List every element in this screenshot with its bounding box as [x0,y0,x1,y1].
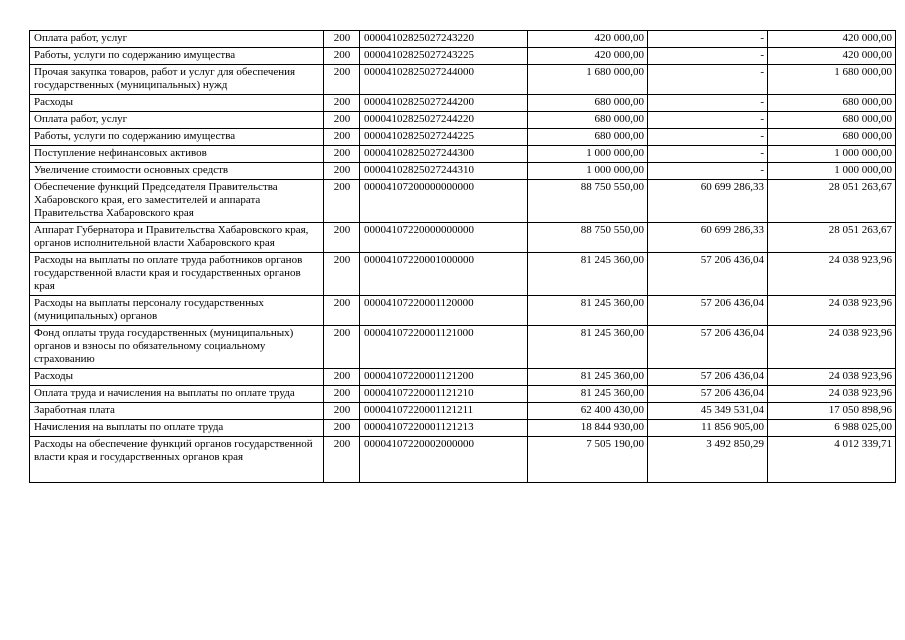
row-name-cell: Работы, услуги по содержанию имущества [30,129,324,146]
row-code-cell: 200 [324,326,360,369]
row-plan-cell: 81 245 360,00 [528,326,648,369]
row-kbk-cell: 00004107220000000000 [360,223,528,253]
row-code-cell: 200 [324,253,360,296]
table-row [30,420,896,437]
row-kbk-cell: 00004107220001121211 [360,403,528,420]
row-rest-cell: 24 038 923,96 [768,253,896,296]
row-rest-cell: 1 000 000,00 [768,146,896,163]
row-rest-cell: 1 000 000,00 [768,163,896,180]
table-row [30,112,896,129]
row-name-cell: Увеличение стоимости основных средств [30,163,324,180]
row-exec-cell: 3 492 850,29 [648,437,768,483]
table-body [30,31,896,483]
table-row [30,253,896,296]
row-rest-cell: 680 000,00 [768,129,896,146]
table-row [30,146,896,163]
row-rest-cell: 24 038 923,96 [768,296,896,326]
table-row [30,223,896,253]
row-plan-cell: 680 000,00 [528,129,648,146]
row-plan-cell: 680 000,00 [528,95,648,112]
row-rest-cell: 17 050 898,96 [768,403,896,420]
row-code-cell: 200 [324,386,360,403]
row-name-cell: Расходы [30,95,324,112]
row-rest-cell: 420 000,00 [768,48,896,65]
row-exec-cell: - [648,163,768,180]
row-code-cell: 200 [324,403,360,420]
table-row [30,369,896,386]
row-plan-cell: 680 000,00 [528,112,648,129]
row-name-cell: Фонд оплаты труда государственных (муниципальных) органов и взносы по обязательному социальному страхованию [30,326,324,369]
row-exec-cell: 57 206 436,04 [648,253,768,296]
row-rest-cell: 28 051 263,67 [768,180,896,223]
row-code-cell: 200 [324,296,360,326]
row-code-cell: 200 [324,163,360,180]
row-name-cell: Оплата работ, услуг [30,31,324,48]
row-plan-cell: 1 680 000,00 [528,65,648,95]
row-plan-cell: 62 400 430,00 [528,403,648,420]
row-kbk-cell: 00004102825027244300 [360,146,528,163]
row-kbk-cell: 00004102825027243220 [360,31,528,48]
row-name-cell: Оплата работ, услуг [30,112,324,129]
row-exec-cell: - [648,95,768,112]
row-kbk-cell: 00004102825027244225 [360,129,528,146]
row-exec-cell: 57 206 436,04 [648,369,768,386]
table-row [30,403,896,420]
row-name-cell: Работы, услуги по содержанию имущества [30,48,324,65]
row-rest-cell: 28 051 263,67 [768,223,896,253]
row-code-cell: 200 [324,95,360,112]
row-code-cell: 200 [324,369,360,386]
row-plan-cell: 420 000,00 [528,48,648,65]
row-code-cell: 200 [324,437,360,483]
row-rest-cell: 24 038 923,96 [768,386,896,403]
row-rest-cell: 6 988 025,00 [768,420,896,437]
table-row [30,296,896,326]
row-name-cell: Расходы [30,369,324,386]
row-kbk-cell: 00004107220001121200 [360,369,528,386]
row-kbk-cell: 00004107200000000000 [360,180,528,223]
row-plan-cell: 7 505 190,00 [528,437,648,483]
row-exec-cell: - [648,65,768,95]
row-rest-cell: 680 000,00 [768,95,896,112]
row-kbk-cell: 00004102825027244000 [360,65,528,95]
row-code-cell: 200 [324,48,360,65]
row-code-cell: 200 [324,223,360,253]
table-row [30,326,896,369]
row-plan-cell: 1 000 000,00 [528,163,648,180]
table-row [30,163,896,180]
row-name-cell: Обеспечение функций Председателя Правительства Хабаровского края, его заместителей и аппарата Правительства Хабаровского края [30,180,324,223]
row-exec-cell: - [648,48,768,65]
row-plan-cell: 81 245 360,00 [528,369,648,386]
row-exec-cell: 60 699 286,33 [648,223,768,253]
row-rest-cell: 24 038 923,96 [768,369,896,386]
row-plan-cell: 88 750 550,00 [528,180,648,223]
row-name-cell: Начисления на выплаты по оплате труда [30,420,324,437]
table-row [30,180,896,223]
table-row [30,31,896,48]
row-exec-cell: - [648,129,768,146]
row-exec-cell: 60 699 286,33 [648,180,768,223]
row-exec-cell: 57 206 436,04 [648,296,768,326]
table-row [30,129,896,146]
row-rest-cell: 4 012 339,71 [768,437,896,483]
row-code-cell: 200 [324,146,360,163]
row-plan-cell: 81 245 360,00 [528,386,648,403]
row-kbk-cell: 00004107220002000000 [360,437,528,483]
table-row [30,386,896,403]
row-rest-cell: 680 000,00 [768,112,896,129]
row-kbk-cell: 00004102825027244220 [360,112,528,129]
table-row [30,48,896,65]
row-exec-cell: 11 856 905,00 [648,420,768,437]
row-kbk-cell: 00004107220001000000 [360,253,528,296]
row-name-cell: Прочая закупка товаров, работ и услуг для обеспечения государственных (муниципальных) нужд [30,65,324,95]
row-code-cell: 200 [324,31,360,48]
row-exec-cell: 57 206 436,04 [648,326,768,369]
row-name-cell: Заработная плата [30,403,324,420]
row-name-cell: Поступление нефинансовых активов [30,146,324,163]
row-rest-cell: 420 000,00 [768,31,896,48]
row-name-cell: Расходы на обеспечение функций органов государственной власти края и государственных органов края [30,437,324,483]
row-exec-cell: 57 206 436,04 [648,386,768,403]
row-plan-cell: 1 000 000,00 [528,146,648,163]
row-plan-cell: 420 000,00 [528,31,648,48]
row-code-cell: 200 [324,112,360,129]
row-kbk-cell: 00004102825027244310 [360,163,528,180]
row-rest-cell: 24 038 923,96 [768,326,896,369]
row-kbk-cell: 00004102825027244200 [360,95,528,112]
row-plan-cell: 81 245 360,00 [528,296,648,326]
row-kbk-cell: 00004107220001121210 [360,386,528,403]
row-plan-cell: 88 750 550,00 [528,223,648,253]
row-code-cell: 200 [324,180,360,223]
row-kbk-cell: 00004102825027243225 [360,48,528,65]
row-name-cell: Расходы на выплаты персоналу государственных (муниципальных) органов [30,296,324,326]
table-row [30,437,896,483]
row-code-cell: 200 [324,420,360,437]
table-row [30,65,896,95]
row-name-cell: Оплата труда и начисления на выплаты по оплате труда [30,386,324,403]
table-row [30,95,896,112]
row-code-cell: 200 [324,65,360,95]
row-name-cell: Расходы на выплаты по оплате труда работников органов государственной власти края и государственных органов края [30,253,324,296]
row-exec-cell: 45 349 531,04 [648,403,768,420]
row-name-cell: Аппарат Губернатора и Правительства Хабаровского края, органов исполнительной власти Хабаровского края [30,223,324,253]
row-code-cell: 200 [324,129,360,146]
row-plan-cell: 81 245 360,00 [528,253,648,296]
row-exec-cell: - [648,31,768,48]
row-kbk-cell: 00004107220001121213 [360,420,528,437]
budget-execution-table [29,30,896,483]
row-kbk-cell: 00004107220001121000 [360,326,528,369]
row-exec-cell: - [648,112,768,129]
row-plan-cell: 18 844 930,00 [528,420,648,437]
row-rest-cell: 1 680 000,00 [768,65,896,95]
row-kbk-cell: 00004107220001120000 [360,296,528,326]
row-exec-cell: - [648,146,768,163]
